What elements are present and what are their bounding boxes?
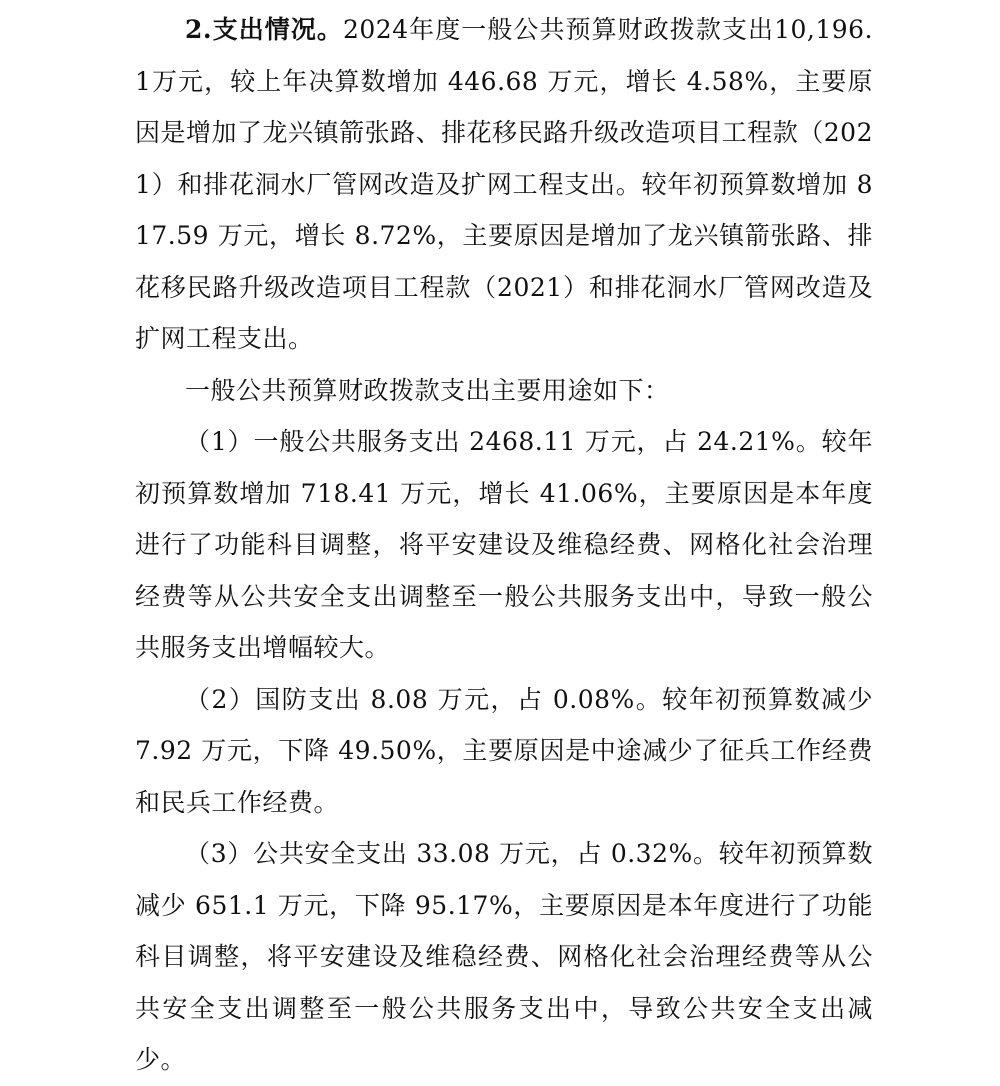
section-heading: 2.支出情况。 bbox=[185, 15, 343, 44]
paragraph-general-public-services: （1）一般公共服务支出 2468.11 万元，占 24.21%。较年初预算数增加 718.41 万元，增长 41.06%，主要原因是本年度进行了功能科目调整，将平安建设及维稳经费、网格化社会治理经费等从公共安全支出调整至一般公共服务支出中，导致一般公共服务支出增幅较大。 bbox=[135, 427, 873, 662]
paragraph-expenditure-summary bbox=[135, 4, 873, 365]
paragraph-public-security: （3）公共安全支出 33.08 万元，占 0.32%。较年初预算数减少 651.1 万元，下降 95.17%，主要原因是本年度进行了功能科目调整，将平安建设及维稳经费、网格化社会治理经费等从公共安全支出调整至一般公共服务支出中，导致公共安全支出减少。 bbox=[135, 839, 873, 1074]
paragraph-text: 2024年度一般公共预算财政拨款支出10,196.1万元，较上年决算数增加 446.68 万元，增长 4.58%，主要原因是增加了龙兴镇箭张路、排花移民路升级改造项目工程款（2021）和排花洞水厂管网改造及扩网工程支出。较年初预算数增加 817.59 万元，增长 8.72%，主要原因是增加了龙兴镇箭张路、排花移民路升级改造项目工程款（2021）和排花洞水厂管网改造及扩网工程支出。 bbox=[135, 15, 873, 353]
paragraph-usage-intro: 一般公共预算财政拨款支出主要用途如下： bbox=[185, 375, 670, 405]
paragraph-national-defense: （2）国防支出 8.08 万元，占 0.08%。较年初预算数减少 7.92 万元，下降 49.50%，主要原因是中途减少了征兵工作经费和民兵工作经费。 bbox=[135, 684, 873, 817]
